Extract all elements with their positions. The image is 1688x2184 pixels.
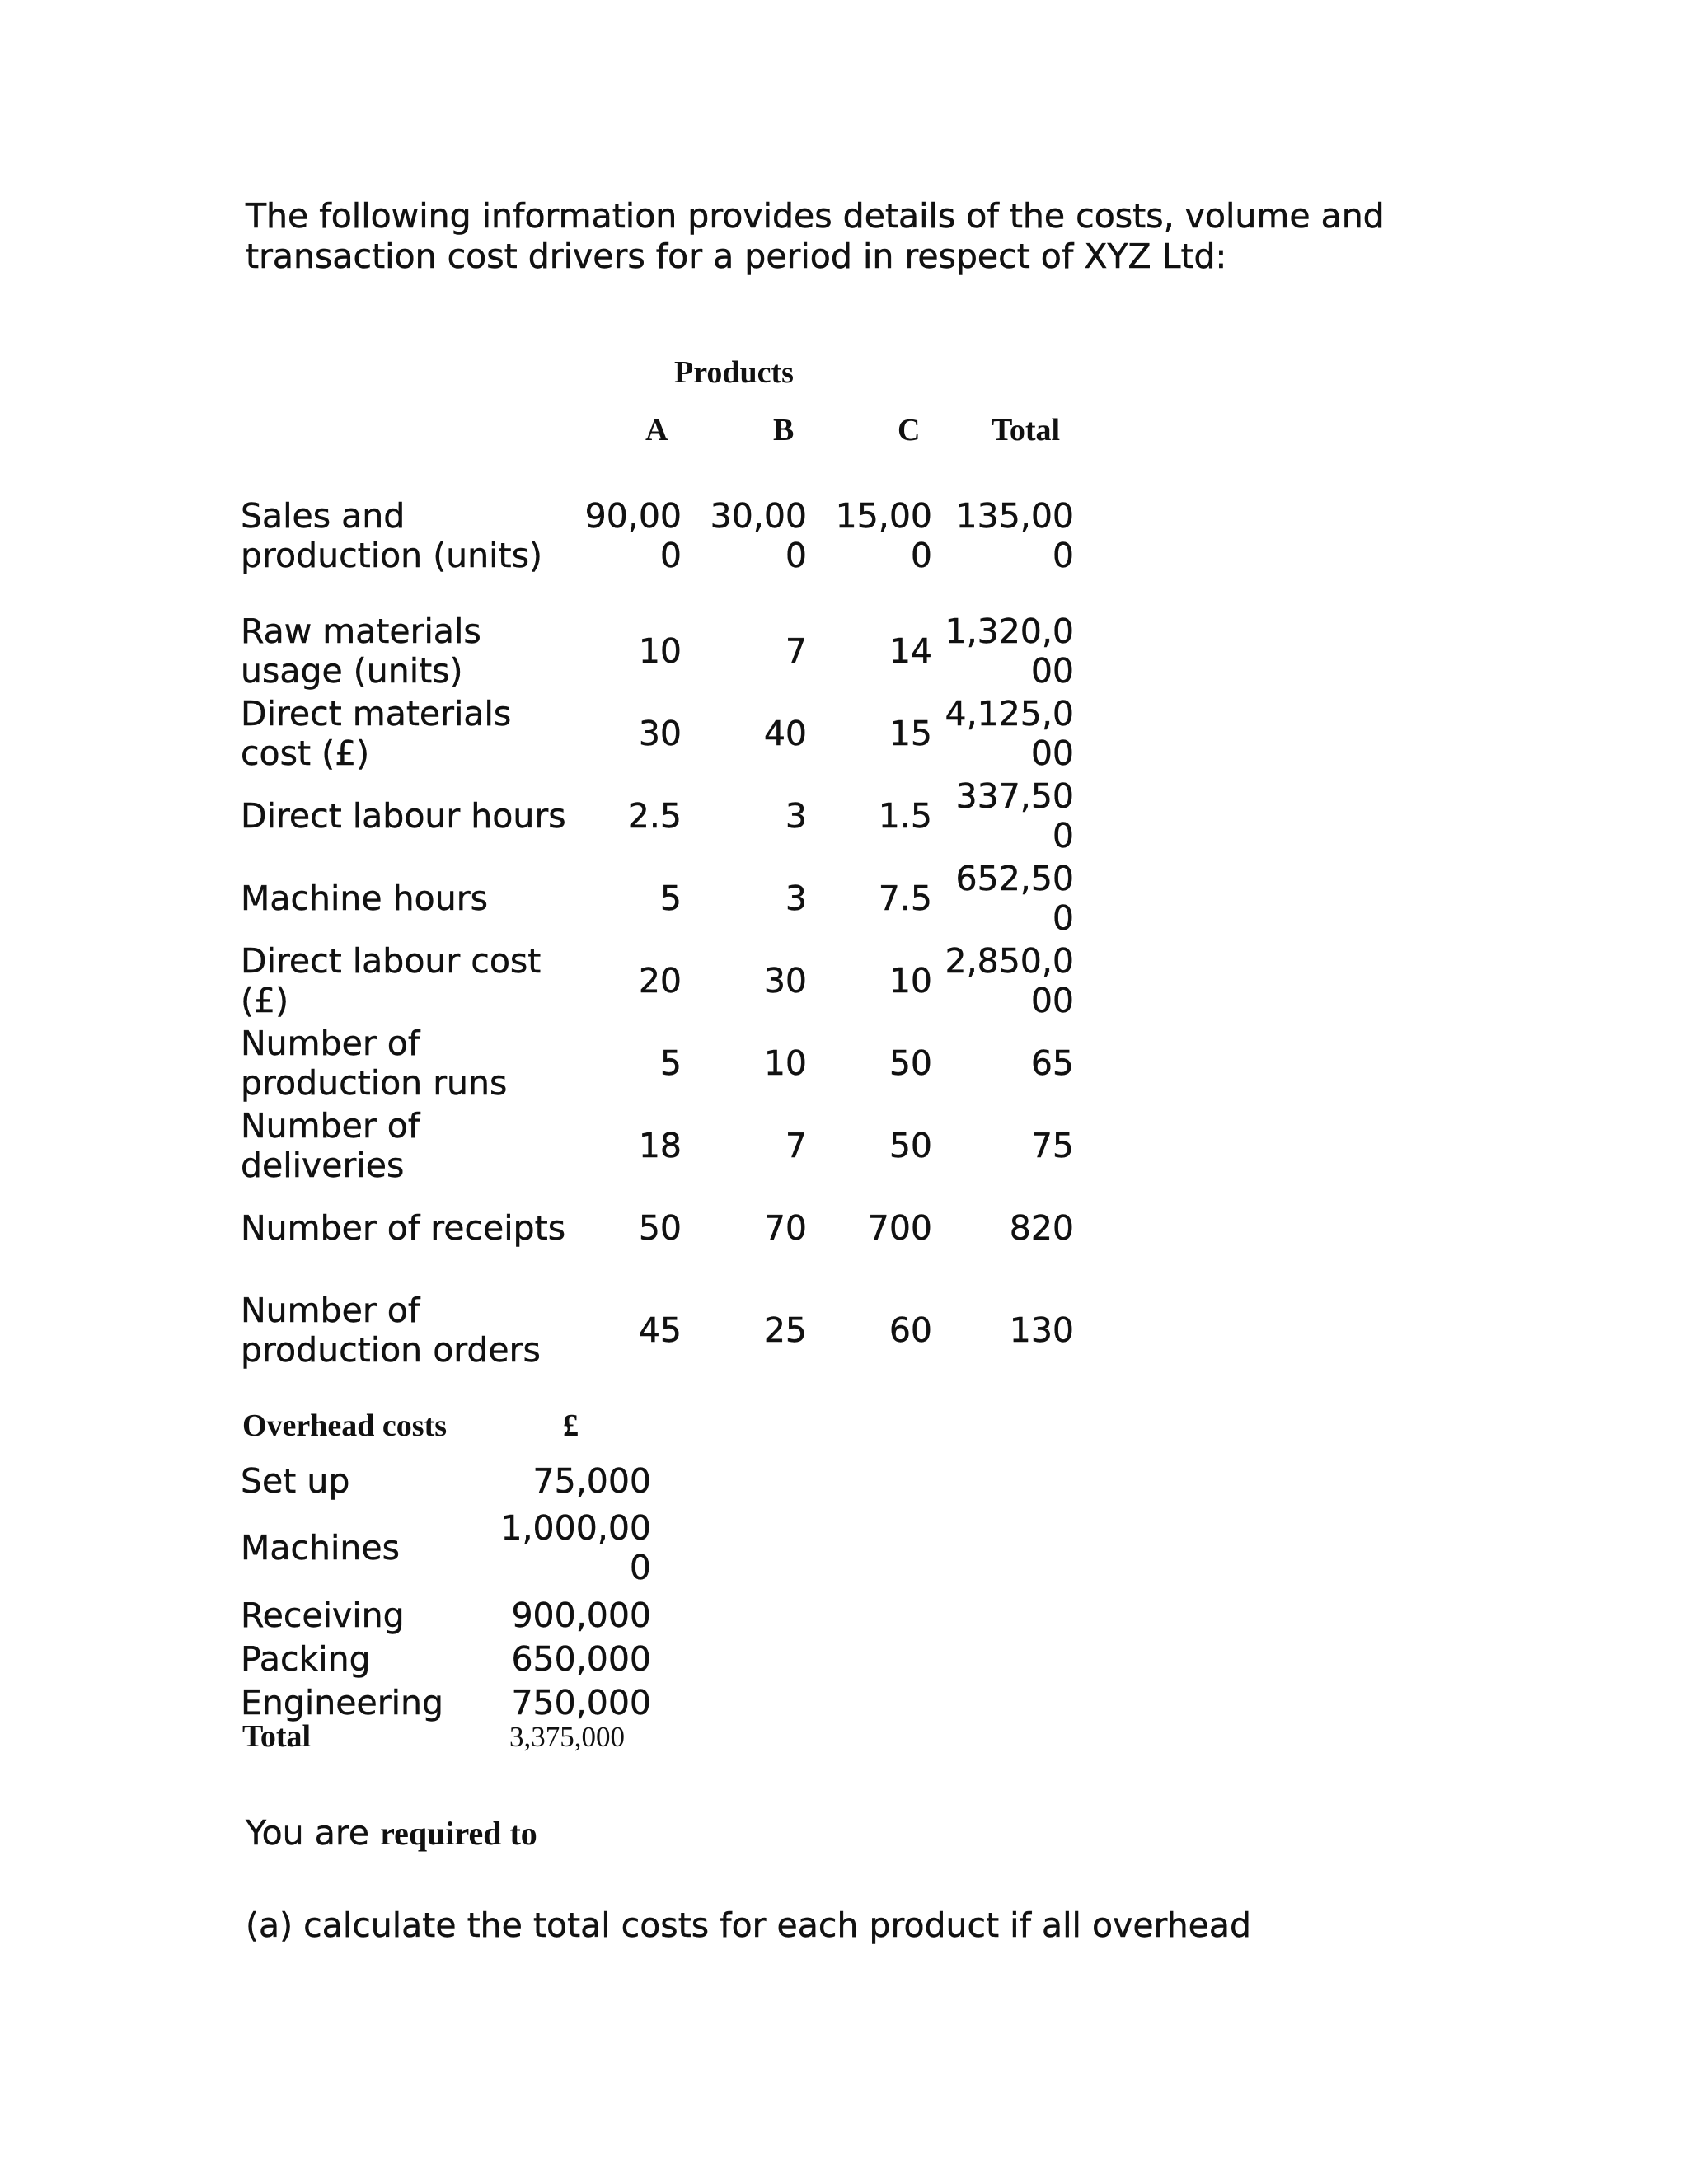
row-label: Number of production runs	[241, 1024, 508, 1103]
overhead-value: 1,000,000	[500, 1508, 651, 1587]
table-row	[241, 1104, 1084, 1187]
cell-total: 75	[1030, 1126, 1074, 1165]
part-a-instruction: (a) calculate the total costs for each product if all overhead	[246, 1905, 1252, 1945]
required-rest: required to	[380, 1815, 537, 1852]
cell-c: 60	[889, 1310, 932, 1350]
cell-b: 30,000	[710, 496, 807, 575]
cell-b: 70	[763, 1208, 807, 1248]
cell-a: 45	[638, 1310, 682, 1350]
cell-a: 90,000	[584, 496, 682, 575]
overhead-value: 900,000	[511, 1595, 651, 1635]
cell-b: 7	[785, 631, 807, 671]
overhead-label: Engineering	[241, 1682, 443, 1722]
overhead-costs-heading: Overhead costs	[242, 1408, 448, 1443]
cell-c: 50	[889, 1043, 932, 1083]
table-row	[241, 1187, 1084, 1269]
cell-b: 25	[763, 1310, 807, 1350]
cell-total: 652,500	[955, 859, 1074, 938]
products-heading: Products	[674, 355, 794, 390]
cell-total: 1,320,000	[945, 612, 1074, 691]
row-label: Machine hours	[241, 879, 488, 918]
cell-c: 7.5	[878, 879, 932, 918]
cost-driver-table	[241, 462, 1084, 1391]
row-label: Raw materials usage (units)	[241, 612, 481, 691]
table-row	[241, 610, 1084, 692]
cell-b: 40	[763, 714, 807, 753]
overhead-value: 750,000	[511, 1682, 651, 1722]
cell-total: 2,850,000	[945, 941, 1074, 1020]
row-label: Sales and production (units)	[241, 496, 542, 575]
cell-total: 4,125,000	[945, 694, 1074, 773]
cell-a: 50	[638, 1208, 682, 1248]
cell-total: 135,000	[955, 496, 1074, 575]
required-line	[246, 1813, 537, 1853]
cell-total: 130	[1009, 1310, 1074, 1350]
cell-b: 30	[763, 961, 807, 1001]
cell-total: 337,500	[955, 776, 1074, 855]
row-label: Number of production orders	[241, 1291, 541, 1370]
cell-a: 2.5	[627, 796, 682, 836]
cell-total: 820	[1009, 1208, 1074, 1248]
cell-c: 14	[889, 631, 932, 671]
row-label: Number of deliveries	[241, 1106, 420, 1185]
table-row	[241, 692, 1084, 775]
overhead-row	[241, 1459, 651, 1502]
overhead-costs-table	[241, 1459, 651, 1724]
overhead-label: Machines	[241, 1528, 400, 1568]
overhead-label: Receiving	[241, 1595, 405, 1635]
cell-c: 700	[867, 1208, 932, 1248]
cell-a: 5	[659, 879, 682, 918]
overhead-row	[241, 1637, 651, 1680]
cell-c: 50	[889, 1126, 932, 1165]
column-header-b: B	[773, 413, 795, 448]
overhead-total-label: Total	[242, 1719, 312, 1754]
row-label: Direct materials cost (£)	[241, 694, 512, 773]
table-row	[241, 1269, 1084, 1391]
table-row	[241, 1022, 1084, 1104]
required-lead: You are	[246, 1813, 370, 1853]
cell-c: 1.5	[878, 796, 932, 836]
column-header-a: A	[645, 413, 668, 448]
cell-b: 10	[763, 1043, 807, 1083]
cell-b: 3	[785, 879, 807, 918]
overhead-row	[241, 1502, 651, 1593]
row-label: Number of receipts	[241, 1208, 566, 1248]
cell-b: 7	[785, 1126, 807, 1165]
cell-a: 18	[638, 1126, 682, 1165]
overhead-value: 650,000	[511, 1638, 651, 1679]
cell-a: 5	[659, 1043, 682, 1083]
cell-a: 20	[638, 961, 682, 1001]
cell-c: 15,000	[835, 496, 932, 575]
cell-c: 15	[889, 714, 932, 753]
overhead-label: Set up	[241, 1460, 350, 1501]
cell-a: 10	[638, 631, 682, 671]
overhead-total-value: 3,375,000	[509, 1721, 625, 1753]
overhead-label: Packing	[241, 1638, 371, 1679]
table-row	[241, 940, 1084, 1022]
overhead-currency-unit: £	[563, 1408, 579, 1443]
table-row	[241, 775, 1084, 857]
intro-paragraph: The following information provides details of the costs, volume and transaction cost drivers for a period in respect of XYZ Ltd:	[246, 196, 1385, 276]
row-label: Direct labour cost (£)	[241, 941, 542, 1020]
cell-c: 10	[889, 961, 932, 1001]
table-row	[241, 462, 1084, 610]
table-row	[241, 857, 1084, 940]
column-header-total: Total	[992, 413, 1061, 448]
cell-a: 30	[638, 714, 682, 753]
cell-b: 3	[785, 796, 807, 836]
column-header-c: C	[898, 413, 921, 448]
overhead-value: 75,000	[532, 1460, 651, 1501]
overhead-row	[241, 1593, 651, 1637]
row-label: Direct labour hours	[241, 796, 566, 836]
cell-total: 65	[1030, 1043, 1074, 1083]
